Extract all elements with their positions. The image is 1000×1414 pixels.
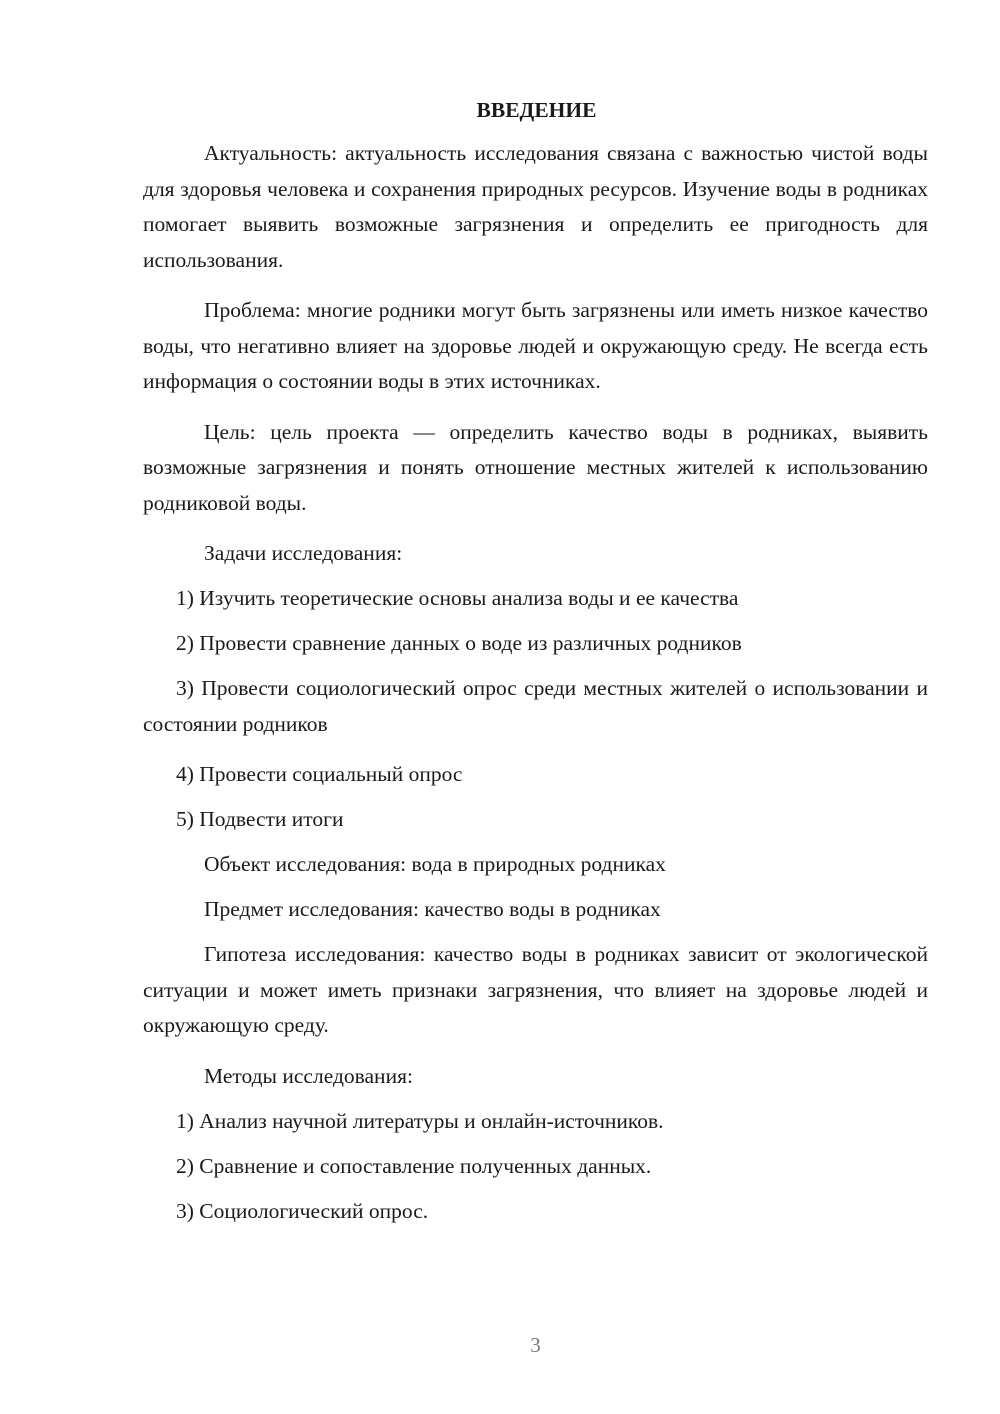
tasks-heading: Задачи исследования: (204, 541, 403, 565)
task-item-4: 4) Провести социальный опрос (176, 762, 463, 786)
method-item-3: 3) Социологический опрос. (176, 1198, 429, 1223)
paragraph-subject: Предмет исследования: качество воды в родниках (204, 897, 661, 921)
paragraph-object: Объект исследования: вода в природных родниках (204, 852, 666, 876)
task-item-3: 3) Провести социологический опрос среди местных жителей о использовании и состоянии родников (143, 676, 928, 736)
paragraph-problem: Проблема: многие родники могут быть загрязнены или иметь низкое качество воды, что негативно влияет на здоровье людей и окружающую среду. Не всегда есть информация о состоянии воды в этих источниках. (143, 298, 928, 393)
task-item-5: 5) Подвести итоги (176, 807, 344, 831)
task-item-2: 2) Провести сравнение данных о воде из различных родников (176, 631, 742, 655)
method-item-2: 2) Сравнение и сопоставление полученных данных. (176, 1153, 652, 1178)
task-item-1: 1) Изучить теоретические основы анализа воды и ее качества (176, 586, 739, 610)
page-number: 3 (530, 1333, 541, 1357)
section-title: ВВЕДЕНИЕ (476, 98, 597, 122)
paragraph-hypothesis: Гипотеза исследования: качество воды в родниках зависит от экологической ситуации и может иметь признаки загрязнения, что влияет на здоровье людей и окружающую среду. (143, 942, 928, 1037)
paragraph-goal: Цель: цель проекта — определить качество воды в родниках, выявить возможные загрязнения и понять отношение местных жителей к использованию родниковой воды. (143, 419, 928, 515)
document-page (143, 92, 928, 1239)
method-item-1: 1) Анализ научной литературы и онлайн-источников. (176, 1108, 664, 1133)
methods-heading: Методы исследования: (204, 1063, 413, 1088)
paragraph-relevance: Актуальность: актуальность исследования связана с важностью чистой воды для здоровья человека и сохранения природных ресурсов. Изучение воды в родниках помогает выявить возможные загрязнения и определить ее пригодность для использования. (143, 141, 928, 272)
